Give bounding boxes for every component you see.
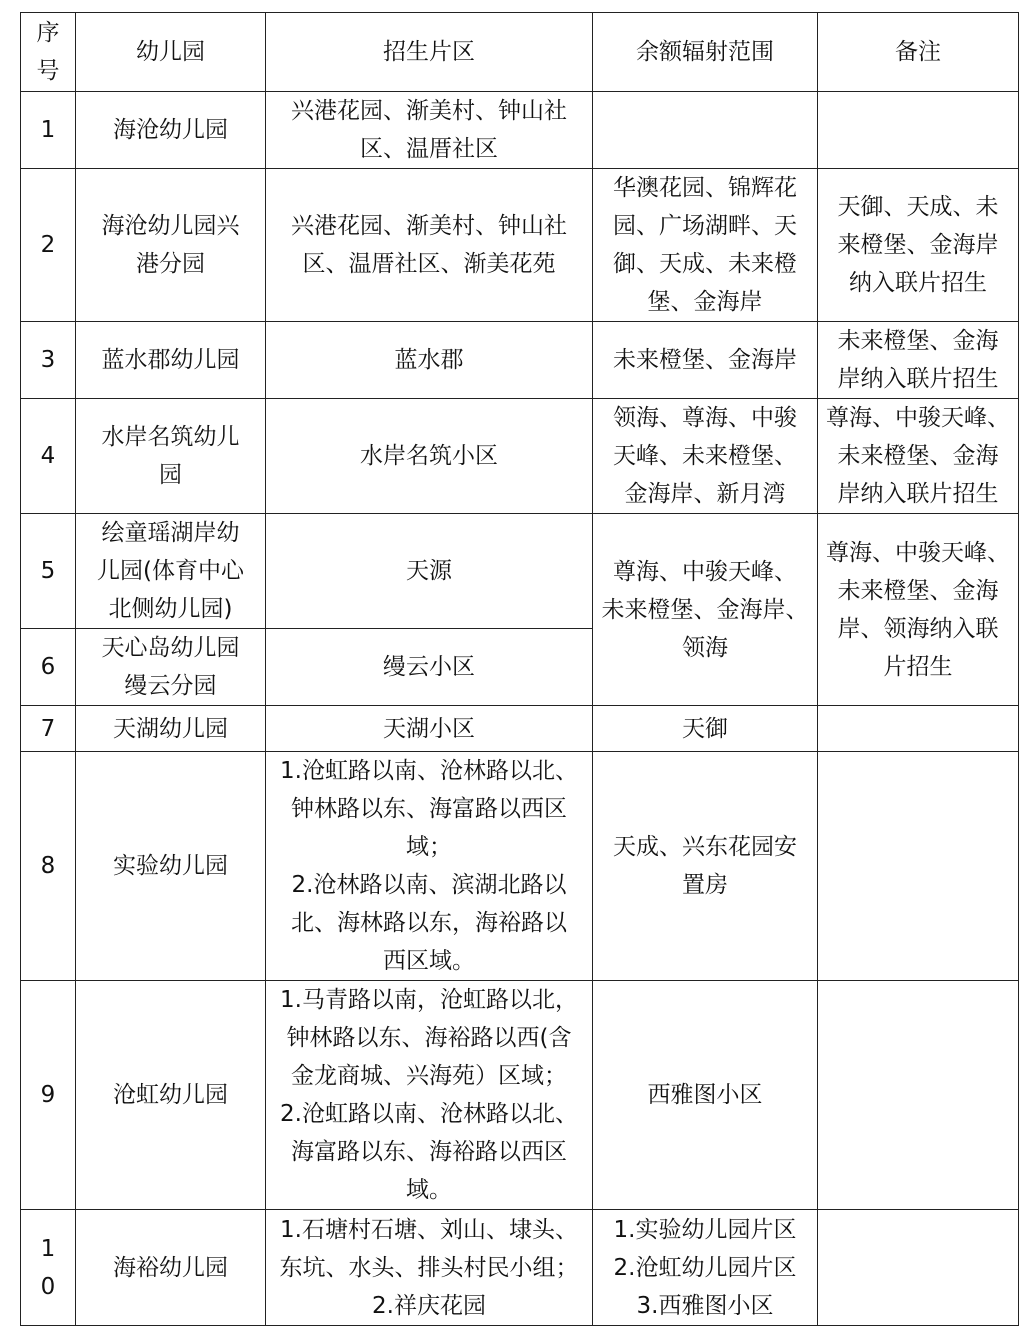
row-index: 2 — [21, 169, 76, 322]
radiation-range: 华澳花园、锦辉花 园、广场湖畔、天 御、天成、未来橙 堡、金海岸 — [593, 169, 818, 322]
kindergarten-name: 蓝水郡幼儿园 — [76, 322, 266, 399]
enrollment-area: 缦云小区 — [266, 629, 593, 706]
row-index: 9 — [21, 981, 76, 1210]
kindergarten-name: 水岸名筑幼儿 园 — [76, 399, 266, 514]
note — [818, 92, 1019, 169]
radiation-range: 天成、兴东花园安 置房 — [593, 752, 818, 981]
row-index: 5 — [21, 514, 76, 629]
header-kindergarten: 幼儿园 — [76, 13, 266, 92]
table-header-row — [21, 13, 1019, 92]
note: 尊海、中骏天峰、 未来橙堡、金海 岸纳入联片招生 — [818, 399, 1019, 514]
enrollment-area: 1.石塘村石塘、刘山、埭头、 东坑、水头、排头村民小组； 2.祥庆花园 — [266, 1210, 593, 1326]
table-row — [21, 981, 1019, 1210]
table-row — [21, 706, 1019, 752]
note — [818, 1210, 1019, 1326]
enrollment-area: 1.马青路以南，沧虹路以北， 钟林路以东、海裕路以西(含 金龙商城、兴海苑）区域； 2.沧虹路以南、沧林路以北、 海富路以东、海裕路以西区 域。 — [266, 981, 593, 1210]
header-notes: 备注 — [818, 13, 1019, 92]
radiation-range — [593, 92, 818, 169]
table-row — [21, 169, 1019, 322]
row-index: 1 — [21, 92, 76, 169]
table-row — [21, 752, 1019, 981]
radiation-range: 未来橙堡、金海岸 — [593, 322, 818, 399]
note: 未来橙堡、金海 岸纳入联片招生 — [818, 322, 1019, 399]
enrollment-area: 兴港花园、渐美村、钟山社 区、温厝社区、渐美花苑 — [266, 169, 593, 322]
radiation-range: 领海、尊海、中骏 天峰、未来橙堡、 金海岸、新月湾 — [593, 399, 818, 514]
enrollment-area: 天源 — [266, 514, 593, 629]
kindergarten-name: 海沧幼儿园兴 港分园 — [76, 169, 266, 322]
kindergarten-name: 海裕幼儿园 — [76, 1210, 266, 1326]
row-index: 6 — [21, 629, 76, 706]
table-row — [21, 399, 1019, 514]
radiation-range: 天御 — [593, 706, 818, 752]
kindergarten-name: 绘童瑶湖岸幼 儿园(体育中心 北侧幼儿园) — [76, 514, 266, 629]
row-index: 4 — [21, 399, 76, 514]
enrollment-area: 1.沧虹路以南、沧林路以北、 钟林路以东、海富路以西区 域； 2.沧林路以南、滨湖北路以 北、海林路以东，海裕路以 西区域。 — [266, 752, 593, 981]
row-index: 1 0 — [21, 1210, 76, 1326]
kindergarten-name: 沧虹幼儿园 — [76, 981, 266, 1210]
header-index: 序 号 — [21, 13, 76, 92]
row-index: 3 — [21, 322, 76, 399]
radiation-range: 1.实验幼儿园片区 2.沧虹幼儿园片区 3.西雅图小区 — [593, 1210, 818, 1326]
kindergarten-name: 实验幼儿园 — [76, 752, 266, 981]
header-radiation-range: 余额辐射范围 — [593, 13, 818, 92]
note: 天御、天成、未 来橙堡、金海岸 纳入联片招生 — [818, 169, 1019, 322]
row-index: 7 — [21, 706, 76, 752]
note — [818, 706, 1019, 752]
enrollment-area: 兴港花园、渐美村、钟山社 区、温厝社区 — [266, 92, 593, 169]
note — [818, 752, 1019, 981]
note — [818, 981, 1019, 1210]
kindergarten-enrollment-table — [20, 12, 1019, 1326]
radiation-range: 尊海、中骏天峰、 未来橙堡、金海岸、 领海 — [593, 514, 818, 706]
header-enrollment-area: 招生片区 — [266, 13, 593, 92]
table-row — [21, 1210, 1019, 1326]
kindergarten-name: 天心岛幼儿园 缦云分园 — [76, 629, 266, 706]
kindergarten-name: 海沧幼儿园 — [76, 92, 266, 169]
enrollment-area: 水岸名筑小区 — [266, 399, 593, 514]
enrollment-area: 天湖小区 — [266, 706, 593, 752]
table-row — [21, 322, 1019, 399]
table-row — [21, 92, 1019, 169]
note: 尊海、中骏天峰、 未来橙堡、金海 岸、领海纳入联 片招生 — [818, 514, 1019, 706]
table-row — [21, 514, 1019, 629]
row-index: 8 — [21, 752, 76, 981]
enrollment-area: 蓝水郡 — [266, 322, 593, 399]
radiation-range: 西雅图小区 — [593, 981, 818, 1210]
kindergarten-name: 天湖幼儿园 — [76, 706, 266, 752]
